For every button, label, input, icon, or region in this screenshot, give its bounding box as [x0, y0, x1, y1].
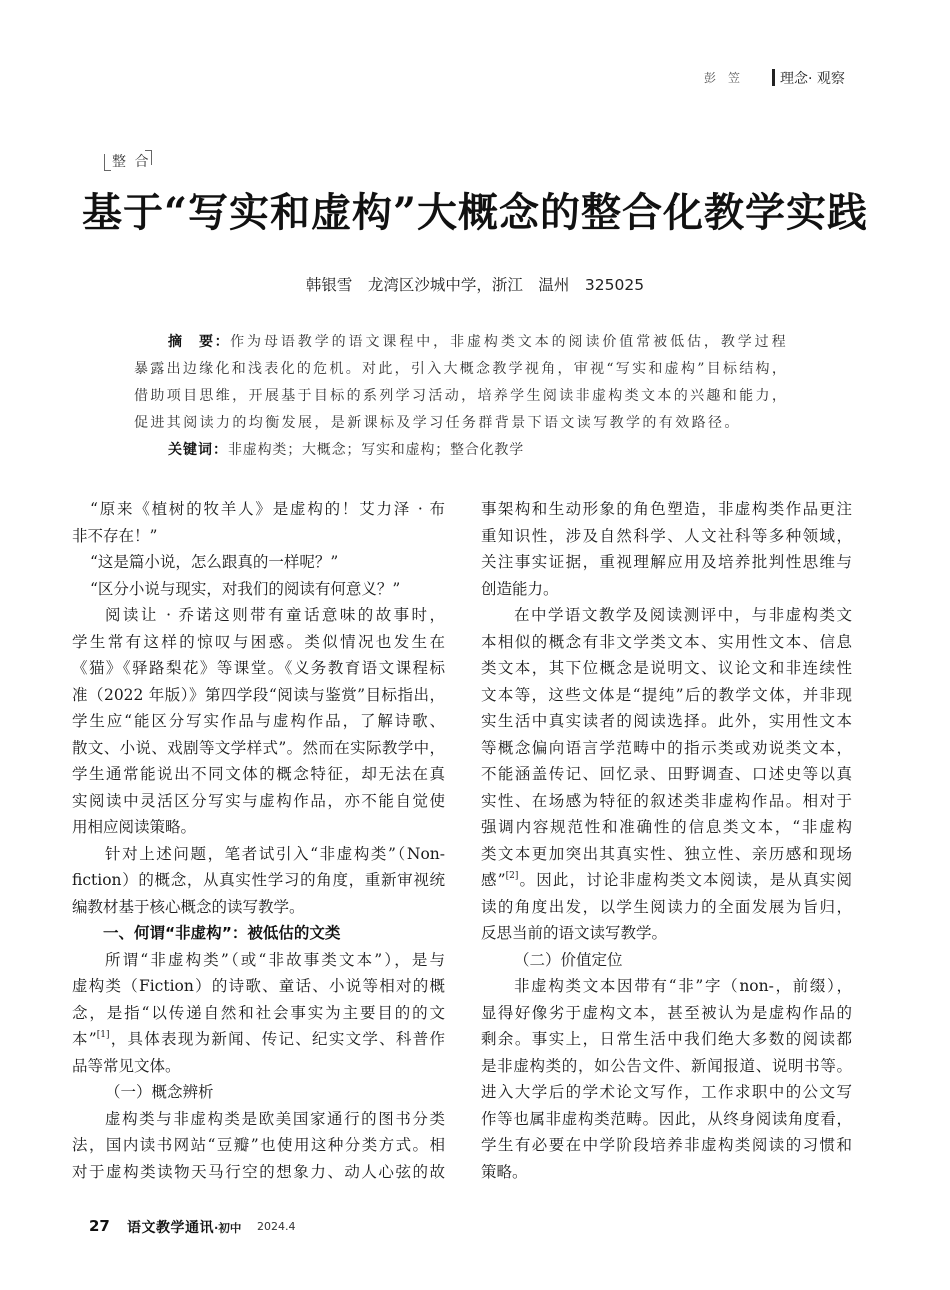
section-heading: 一、何谓“非虚构”：被低估的文类	[103, 924, 341, 942]
body-line: 重知识性，涉及自然科学、人文社科等多种领域，	[481, 526, 852, 545]
body-line: 作等也属非虚构类范畴。因此，从终身阅读角度看，	[481, 1109, 852, 1128]
body-line: 创造能力。	[481, 579, 559, 598]
body-line: 虚构类与非虚构类是欧美国家通行的图书分类	[105, 1109, 445, 1128]
article-title: 基于“写实和虚构”大概念的整合化教学实践	[81, 189, 868, 236]
author-affiliation: 韩银雪 龙湾区沙城中学，浙江 温州 325025	[305, 276, 645, 294]
citation-ref: [1]	[96, 1030, 110, 1040]
body-line: 学生常有这样的惊叹与困惑。类似情况也发生在	[72, 632, 445, 651]
body-line: 策略。	[481, 1162, 528, 1181]
keywords-label: 关键词：	[168, 442, 228, 458]
quote-line: 非不存在！”	[72, 526, 158, 545]
body-line: 阅读让 · 乔诺这则带有童话意味的故事时，	[105, 606, 445, 624]
body-line: 等概念偏向语言学范畴中的指示类或劝说类文本，	[481, 738, 852, 757]
keywords-line	[134, 437, 788, 464]
abstract	[134, 329, 788, 464]
body-line: 编教材基于核心概念的读写教学。	[72, 897, 305, 916]
body-line: 实生活中真实读者的阅读选择。此外，实用性文本	[481, 712, 852, 730]
body-line: 类文本更加突出其真实性、独立性、亲历感和现场	[481, 844, 852, 863]
subsection-heading: （二）价值定位	[514, 950, 623, 969]
body-line: 品等常见文体。	[72, 1056, 181, 1075]
body-column-right	[481, 496, 852, 1185]
body-line: 法，国内读书网站“豆瓣”也使用这种分类方式。相	[72, 1136, 445, 1154]
abstract-text: 作为母语教学的语文课程中，非虚构类文本的阅读价值常被低估，教学过程	[230, 334, 788, 350]
page-number: 27	[89, 1217, 110, 1235]
body-line: 准（2022 年版）》第四学段“阅读与鉴赏”目标指出，	[72, 685, 445, 704]
body-line: 实性、在场感为特征的叙述类非虚构作品。相对于	[481, 791, 852, 810]
section-label: 理念· 观察	[780, 71, 845, 87]
body-line: 所谓“非虚构类”（或“非故事类文本”），是与	[105, 950, 445, 969]
body-line: 本”[1]，具体表现为新闻、传记、纪实文学、科普作	[72, 1030, 445, 1048]
quote-line: “原来《植树的牧羊人》是虚构的！艾力泽 · 布	[90, 500, 445, 518]
body-line: 强调内容规范性和准确性的信息类文本，“非虚构	[481, 818, 852, 836]
abstract-label: 摘 要：	[168, 334, 231, 350]
journal-title	[127, 1217, 241, 1237]
body-line: 感”[2]。因此，讨论非虚构类文本阅读，是从真实阅	[481, 871, 852, 889]
body-line: 用相应阅读策略。	[72, 818, 197, 836]
body-line: 学生通常能说出不同文体的概念特征，却无法在真	[72, 765, 445, 783]
citation-ref: [2]	[505, 871, 519, 881]
body-line: 文本等，这些文体是“提纯”后的教学文体，并非现	[481, 685, 852, 704]
body-line: 对于虚构类读物天马行空的想象力、动人心弦的故	[72, 1162, 445, 1181]
tag-frame-left	[104, 154, 111, 171]
body-line: 虚构类（Fiction）的诗歌、童话、小说等相对的概	[72, 977, 445, 995]
body-line: 反思当前的语文读写教学。	[481, 924, 668, 942]
body-line: 剩余。事实上，日常生活中我们绝大多数的阅读都	[481, 1030, 852, 1048]
category-tag	[104, 150, 152, 171]
tag-frame-right	[145, 150, 152, 165]
body-line: 散文、小说、戏剧等文学样式”。然而在实际教学中，	[72, 738, 445, 757]
quote-line: “这是篇小说，怎么跟真的一样呢？”	[90, 553, 339, 571]
body-line: 念，是指“以传递自然和社会事实为主要目的的文	[72, 1003, 445, 1022]
abstract-line	[134, 329, 788, 356]
body-line: 学生应“能区分写实作品与虚构作品，了解诗歌、	[72, 712, 445, 730]
subsection-heading: （一）概念辨析	[105, 1083, 214, 1101]
body-line: 针对上述问题，笔者试引入“非虚构类”（Non-	[105, 844, 445, 863]
abstract-line: 暴露出边缘化和浅表化的危机。对此，引入大概念教学视角，审视“写实和虚构”目标结构，	[134, 361, 788, 377]
category-tag-text: 整 合	[112, 154, 151, 170]
body-line: 学生有必要在中学阶段培养非虚构类阅读的习惯和	[481, 1136, 852, 1154]
body-column-left	[72, 496, 445, 1185]
body-line: 进入大学后的学术论文写作，工作求职中的公文写	[481, 1083, 852, 1101]
body-line: 不能涵盖传记、回忆录、田野调查、口述史等以真	[481, 765, 852, 783]
body-line: 是非虚构类的，如公告文件、新闻报道、说明书等。	[481, 1056, 852, 1075]
journal-edition: ·初中	[214, 1221, 242, 1235]
body-line: 在中学语文教学及阅读测评中，与非虚构类文	[514, 606, 852, 624]
quote-line: “区分小说与现实，对我们的阅读有何意义？”	[90, 579, 401, 598]
section-bar	[772, 69, 775, 86]
body-line: 本相似的概念有非文学类文本、实用性文本、信息	[481, 632, 852, 651]
abstract-line: 促进其阅读力的均衡发展，是新课标及学习任务群背景下语文读写教学的有效路径。	[134, 415, 741, 431]
body-line: 实阅读中灵活区分写实与虚构作品，亦不能自觉使	[72, 791, 445, 810]
abstract-line: 借助项目思维，开展基于目标的系列学习活动，培养学生阅读非虚构类文本的兴趣和能力，	[134, 388, 788, 404]
body-line: 读的角度出发，以学生阅读力的全面发展为旨归，	[481, 897, 852, 916]
issue-date: 2024.4	[257, 1220, 296, 1233]
body-line: 事架构和生动形象的角色塑造，非虚构类作品更注	[481, 500, 852, 518]
journal-name: 语文教学通讯	[127, 1220, 214, 1236]
body-line: 《猫》《驿路梨花》等课堂。《义务教育语文课程标	[72, 659, 445, 677]
editor-name: 彭 笠	[704, 71, 741, 85]
body-line: 显得好像劣于虚构文本，甚至被认为是虚构作品的	[481, 1003, 852, 1022]
keywords-text: 非虚构类；大概念；写实和虚构；整合化教学	[228, 442, 524, 458]
body-line: 类文本，其下位概念是说明文、议论文和非连续性	[481, 659, 852, 677]
body-line: fiction）的概念，从真实性学习的角度，重新审视统	[72, 871, 445, 889]
body-line: 关注事实证据，重视理解应用及培养批判性思维与	[481, 553, 852, 571]
body-line: 非虚构类文本因带有“非”字（non-，前缀），	[514, 977, 852, 995]
